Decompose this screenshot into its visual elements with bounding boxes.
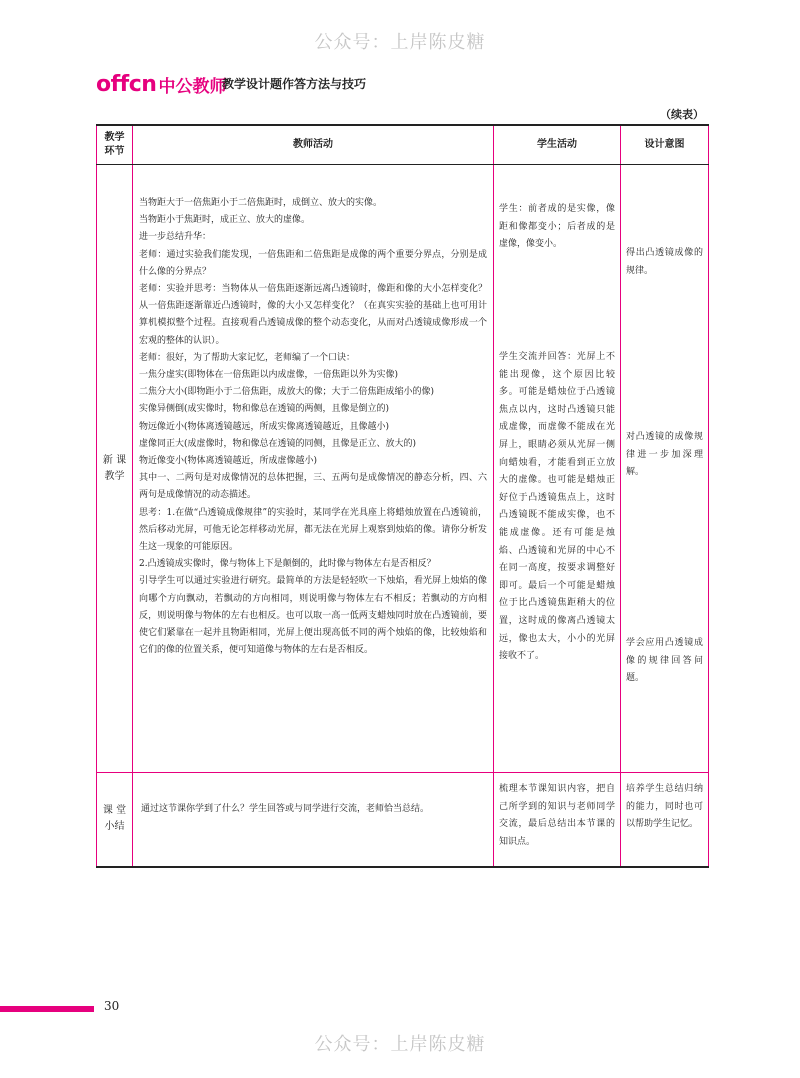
teacher-line: 一焦分虚实(即物体在一倍焦距以内成虚像，一倍焦距以外为实像) <box>139 370 399 381</box>
section-summary-line2: 小结 <box>104 821 125 833</box>
brand-logo <box>96 70 226 98</box>
summary-student-cell: 梳理本节课知识内容，把自己所学到的知识与老师同学交流，最后总结出本节课的知识点。 <box>494 773 621 867</box>
header-section-line2: 环节 <box>104 146 125 157</box>
teacher-line: 老师：实验并思考：当物体从一倍焦距逐渐远离凸透镜时，像距和像的大小怎样变化？从一倍焦距逐渐靠近凸透镜时，像的大小又怎样变化？（在真实实验的基础上也可用计算机模拟整个过程。直接观看凸透镜成像的整个动态变化，从而对凸透镜成像形成一个宏观的整体的认识）。 <box>139 284 487 346</box>
header-design-intent: 设计意图 <box>621 125 709 165</box>
teacher-activity-cell <box>133 165 494 773</box>
summary-design-cell: 培养学生总结归纳的能力，同时也可以帮助学生记忆。 <box>621 773 709 867</box>
header-title: 教学设计题作答方法与技巧 <box>222 77 367 91</box>
section-new-lesson <box>97 165 133 773</box>
teacher-line: 进一步总结升华： <box>139 232 212 243</box>
header-student-activity: 学生活动 <box>494 125 621 165</box>
logo-latin-text: offcn <box>96 71 157 97</box>
section-summary-line1: 课 堂 <box>102 805 127 817</box>
section-summary <box>97 773 133 867</box>
teacher-line: 2.凸透镜成实像时，像与物体上下是颠倒的，此时像与物体左右是否相反？ <box>139 559 436 570</box>
teacher-line: 思考：1.在做“凸透镜成像规律”的实验时，某同学在光具座上将蜡烛放置在凸透镜前，然后移动光屏，可他无论怎样移动光屏，都无法在光屏上观察到烛焰的像。请你分析发生这一现象的可能原因。 <box>139 507 487 553</box>
teacher-line: 当物距大于一倍焦距小于二倍焦距时，成倒立、放大的实像。 <box>139 198 383 208</box>
header-section-line1: 教学 <box>104 132 125 143</box>
table-header-row <box>97 125 709 165</box>
section-new-lesson-line2: 教学 <box>104 470 125 482</box>
teacher-line: 当物距小于焦距时，成正立、放大的虚像。 <box>139 215 311 226</box>
header-section <box>97 125 133 165</box>
design-block: 得出凸透镜成像的规律。 <box>626 248 703 276</box>
lesson-design-table <box>96 124 709 868</box>
teacher-line: 虚像同正大(成虚像时，物和像总在透镜的同侧，且像是正立、放大的) <box>139 438 417 449</box>
teacher-line: 二焦分大小(即物距小于二倍焦距，成放大的像；大于二倍焦距成缩小的像) <box>139 387 435 398</box>
table-row-summary <box>97 773 709 867</box>
teacher-line: 老师：很好，为了帮助大家记忆，老师编了一个口诀： <box>139 352 356 363</box>
teacher-line: 老师：通过实验我们能发现，一倍焦距和二倍焦距是成像的两个重要分界点，分别是成什么像的分界点？ <box>139 249 487 277</box>
student-activity-cell <box>494 165 621 773</box>
continued-label: （续表） <box>660 108 704 121</box>
watermark-top: 公众号：上岸陈皮糖 <box>314 32 486 53</box>
footer-accent-bar <box>0 1006 94 1012</box>
header-teacher-activity: 教师活动 <box>133 125 494 165</box>
teacher-line: 物近像变小(物体离透镜越近，所成虚像越小) <box>139 456 318 467</box>
table-row-new-lesson <box>97 165 709 773</box>
teacher-line: 引导学生可以通过实验进行研究。最简单的方法是轻轻吹一下烛焰，看光屏上烛焰的像向哪个方向飘动，若飘动的方向相同，则说明像与物体左右不相反；若飘动的方向相反，则说明像与物体的左右也相反。也可以取一高一低两支蜡烛同时放在凸透镜前，要使它们紧靠在一起并且物距相同，光屏上便出现高低不同的两个烛焰的像，比较烛焰和它们的像的位置关系，便可知道像与物体的左右是否相反。 <box>139 576 487 656</box>
section-new-lesson-line1: 新 课 <box>102 454 127 466</box>
design-block: 学会应用凸透镜成像的规律回答问题。 <box>626 638 703 684</box>
watermark-bottom: 公众号：上岸陈皮糖 <box>314 1034 486 1055</box>
summary-teacher-cell: 通过这节课你学到了什么？学生回答或与同学进行交流，老师恰当总结。 <box>133 773 494 867</box>
page-number: 30 <box>104 999 120 1013</box>
student-block: 学生交流并回答：光屏上不能出现像，这个原因比较多。可能是蜡烛位于凸透镜焦点以内，这时凸透镜只能成虚像，而虚像不能成在光屏上，眼睛必须从光屏一侧向蜡烛看，才能看到正立放大的虚像。也可能是蜡烛正好位于凸透镜焦点上，这时凸透镜既不能成实像，也不能成虚像。还有可能是烛焰、凸透镜和光屏的中心不在同一高度，按要求调整好即可。最后一个可能是蜡烛位于比凸透镜焦距稍大的位置，这时成的像离凸透镜太远，像也太大，小小的光屏接收不了。 <box>499 352 615 662</box>
logo-chinese-text: 中公教师 <box>158 76 227 97</box>
teacher-line: 其中一、二两句是对成像情况的总体把握，三、五两句是成像情况的静态分析，四、六两句是成像情况的动态描述。 <box>139 473 487 501</box>
teacher-line: 实像异侧倒(成实像时，物和像总在透镜的两侧，且像是倒立的) <box>139 404 390 415</box>
teacher-line: 物远像近小(物体离透镜越远，所成实像离透镜越近，且像越小) <box>139 421 390 432</box>
student-block: 学生：前者成的是实像，像距和像都变小；后者成的是虚像，像变小。 <box>499 204 615 250</box>
design-intent-cell <box>621 165 709 773</box>
design-block: 对凸透镜的成像规律进一步加深理解。 <box>626 432 703 478</box>
